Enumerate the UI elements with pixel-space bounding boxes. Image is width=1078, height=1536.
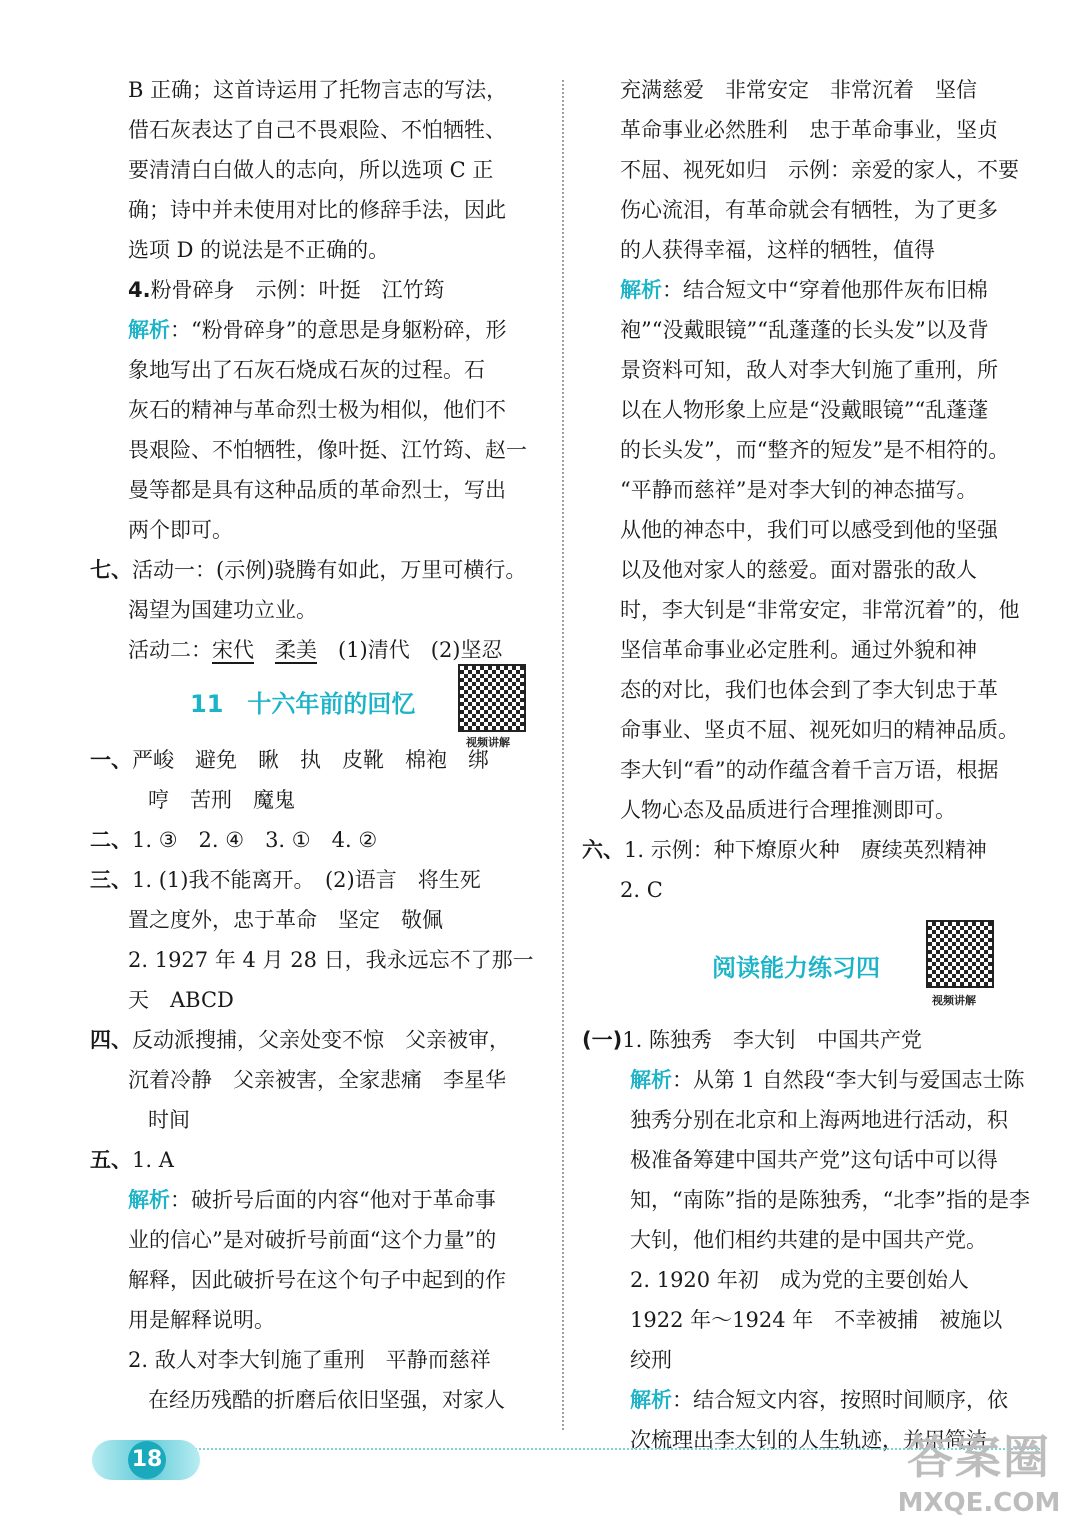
section-mark: 六、 — [582, 838, 624, 862]
analysis-line: 人物心态及品质进行合理推测即可。 — [620, 798, 956, 822]
analysis-line: 畏艰险、不怕牺牲，像叶挺、江竹筠、赵一 — [128, 438, 527, 462]
analysis-line: 曼等都是具有这种品质的革命烈士，写出 — [128, 478, 506, 502]
text-line: 天 ABCD — [128, 988, 234, 1012]
column-divider — [562, 80, 564, 1430]
section-7 — [90, 550, 540, 590]
text-line: 2. C — [620, 878, 663, 902]
analysis-line: 大钊，他们相约共建的是中国共产党。 — [630, 1228, 987, 1252]
reading-title: 阅读能力练习四 — [712, 954, 880, 982]
section-text: 严峻 避免 瞅 执 皮靴 棉袍 绑 — [132, 748, 489, 772]
text-line: 哼 苦刑 魔鬼 — [148, 788, 295, 812]
text-line: 沉着冷静 父亲被害，全家悲痛 李星华 — [128, 1068, 506, 1092]
section-3 — [90, 860, 540, 900]
analysis-line: 命事业、坚贞不屈、视死如归的精神品质。 — [620, 718, 1019, 742]
section-6 — [582, 830, 1030, 870]
analysis-line — [582, 1380, 1030, 1420]
watermark-logo: 答案圈 — [907, 1430, 1051, 1484]
section-4 — [90, 1020, 540, 1060]
text-line: 伤心流泪，有革命就会有牺牲，为了更多 — [620, 198, 998, 222]
section-5 — [90, 1140, 540, 1180]
text-line: 确；诗中并未使用对比的修辞手法，因此 — [128, 198, 506, 222]
text-line: 渴望为国建功立业。 — [128, 598, 317, 622]
question-number: 4. — [128, 278, 151, 302]
page-number: 18 — [128, 1441, 166, 1479]
text-line: 置之度外，忠于革命 坚定 敬佩 — [128, 908, 443, 932]
text-line: 不屈、视死如归 示例：亲爱的家人，不要 — [620, 158, 1019, 182]
analysis-line — [90, 1180, 540, 1220]
section-text: 1. 示例：种下燎原火种 赓续英烈精神 — [624, 838, 987, 862]
analysis-line: 两个即可。 — [128, 518, 233, 542]
analysis-text: ：结合短文内容，按照时间顺序，依 — [672, 1388, 1008, 1412]
analysis-line: 袍”“没戴眼镜”“乱蓬蓬的长头发”以及背 — [620, 318, 989, 342]
text-line: 2. 1927 年 4 月 28 日，我永远忘不了那一 — [128, 948, 534, 972]
activity-text: (1)清代 (2)坚忍 — [317, 638, 503, 662]
analysis-label: 解析 — [128, 318, 170, 342]
analysis-line: 极准备筹建中国共产党”这句话中可以得 — [630, 1148, 998, 1172]
question-text: 粉骨碎身 示例：叶挺 江竹筠 — [150, 278, 445, 302]
text-line: 在经历残酷的折磨后依旧坚强，对家人 — [148, 1388, 505, 1412]
analysis-line: 景资料可知，敌人对李大钊施了重刑，所 — [620, 358, 998, 382]
reading-heading — [582, 910, 1030, 1020]
qr-code-icon[interactable] — [926, 920, 994, 988]
answer-underlined: 宋代 — [212, 638, 254, 662]
text-line: 的人获得幸福，这样的牺牲，值得 — [620, 238, 935, 262]
left-column — [90, 70, 540, 1420]
analysis-line: 李大钊“看”的动作蕴含着千言万语，根据 — [620, 758, 999, 782]
section-text: 活动一：(示例)骁腾有如此，万里可横行。 — [132, 558, 527, 582]
right-column — [582, 70, 1030, 1460]
section-text: 1. ③ 2. ④ 3. ① 4. ② — [132, 828, 378, 852]
section-text: 1. A — [132, 1148, 174, 1172]
analysis-label: 解析 — [620, 278, 662, 302]
analysis-line: 独秀分别在北京和上海两地进行活动，积 — [630, 1108, 1008, 1132]
analysis-text: ：破折号后面的内容“他对于革命事 — [170, 1188, 496, 1212]
section-mark: 三、 — [90, 868, 132, 892]
part-1 — [582, 1020, 1030, 1060]
text-line: 绞刑 — [630, 1348, 672, 1372]
analysis-line: 解释，因此破折号在这个句子中起到的作 — [128, 1268, 506, 1292]
text-line: 2. 1920 年初 成为党的主要创始人 — [630, 1268, 969, 1292]
analysis-line: 时，李大钊是“非常安定，非常沉着”的，他 — [620, 598, 1020, 622]
analysis-line — [582, 270, 1030, 310]
analysis-line: 用是解释说明。 — [128, 1308, 275, 1332]
analysis-line: 态的对比，我们也体会到了李大钊忠于革 — [620, 678, 998, 702]
watermark — [890, 1428, 1068, 1528]
section-mark: (一) — [582, 1028, 623, 1052]
text-line: B 正确；这首诗运用了托物言志的写法， — [128, 78, 508, 102]
text-line: 要清清白白做人的志向，所以选项 C 正 — [128, 158, 494, 182]
answer-underlined: 柔美 — [275, 638, 317, 662]
text-line: 1922 年～1924 年 不幸被捕 被施以 — [630, 1308, 1003, 1332]
analysis-line: 以及他对家人的慈爱。面对嚣张的敌人 — [620, 558, 977, 582]
section-mark: 二、 — [90, 828, 132, 852]
section-text: 反动派搜捕，父亲处变不惊 父亲被审， — [132, 1028, 510, 1052]
section-text: 1. (1)我不能离开。 (2)语言 将生死 — [132, 868, 481, 892]
text-line: 充满慈爱 非常安定 非常沉着 坚信 — [620, 78, 977, 102]
qr-caption: 视频讲解 — [932, 994, 976, 1007]
lesson-heading — [90, 670, 540, 749]
section-mark: 五、 — [90, 1148, 132, 1172]
activity-label: 活动二： — [128, 638, 212, 662]
analysis-line: 次梳理出李大钊的人生轨迹，并用简洁 — [630, 1428, 987, 1452]
text-line: 选项 D 的说法是不正确的。 — [128, 238, 390, 262]
section-mark: 一、 — [90, 748, 132, 772]
analysis-label: 解析 — [630, 1068, 672, 1092]
section-text: 1. 陈独秀 李大钊 中国共产党 — [622, 1028, 922, 1052]
text-line: 2. 敌人对李大钊施了重刑 平静而慈祥 — [128, 1348, 491, 1372]
text-line: 革命事业必然胜利 忠于革命事业，坚贞 — [620, 118, 998, 142]
analysis-label: 解析 — [128, 1188, 170, 1212]
section-mark: 七、 — [90, 558, 132, 582]
analysis-line — [90, 310, 540, 350]
qr-caption: 视频讲解 — [466, 736, 510, 749]
analysis-line: 坚信革命事业必定胜利。通过外貌和神 — [620, 638, 977, 662]
section-2 — [90, 820, 540, 860]
text-line: 借石灰表达了自己不畏艰险、不怕牺牲、 — [128, 118, 506, 142]
analysis-line: “平静而慈祥”是对李大钊的神态描写。 — [620, 478, 978, 502]
analysis-line: 以在人物形象上应是“没戴眼镜”“乱蓬蓬 — [620, 398, 989, 422]
analysis-line: 的长头发”，而“整齐的短发”是不相符的。 — [620, 438, 1010, 462]
analysis-line — [582, 1060, 1030, 1100]
analysis-line: 知，“南陈”指的是陈独秀，“北李”指的是李 — [630, 1188, 1030, 1212]
analysis-text: ：“粉骨碎身”的意思是身躯粉碎，形 — [170, 318, 507, 342]
watermark-url: MXQE.COM — [897, 1488, 1061, 1518]
section-mark: 四、 — [90, 1028, 132, 1052]
qr-code-icon[interactable] — [458, 664, 526, 732]
analysis-text: ：从第 1 自然段“李大钊与爱国志士陈 — [672, 1068, 1025, 1092]
analysis-line: 灰石的精神与革命烈士极为相似，他们不 — [128, 398, 506, 422]
analysis-text: ：结合短文中“穿着他那件灰布旧棉 — [662, 278, 988, 302]
lesson-title: 11 十六年前的回忆 — [190, 690, 416, 718]
text-line: 时间 — [148, 1108, 190, 1132]
question-4 — [90, 270, 540, 310]
analysis-line: 业的信心”是对破折号前面“这个力量”的 — [128, 1228, 497, 1252]
analysis-label: 解析 — [630, 1388, 672, 1412]
analysis-line: 象地写出了石灰石烧成石灰的过程。石 — [128, 358, 485, 382]
analysis-line: 从他的神态中，我们可以感受到他的坚强 — [620, 518, 998, 542]
